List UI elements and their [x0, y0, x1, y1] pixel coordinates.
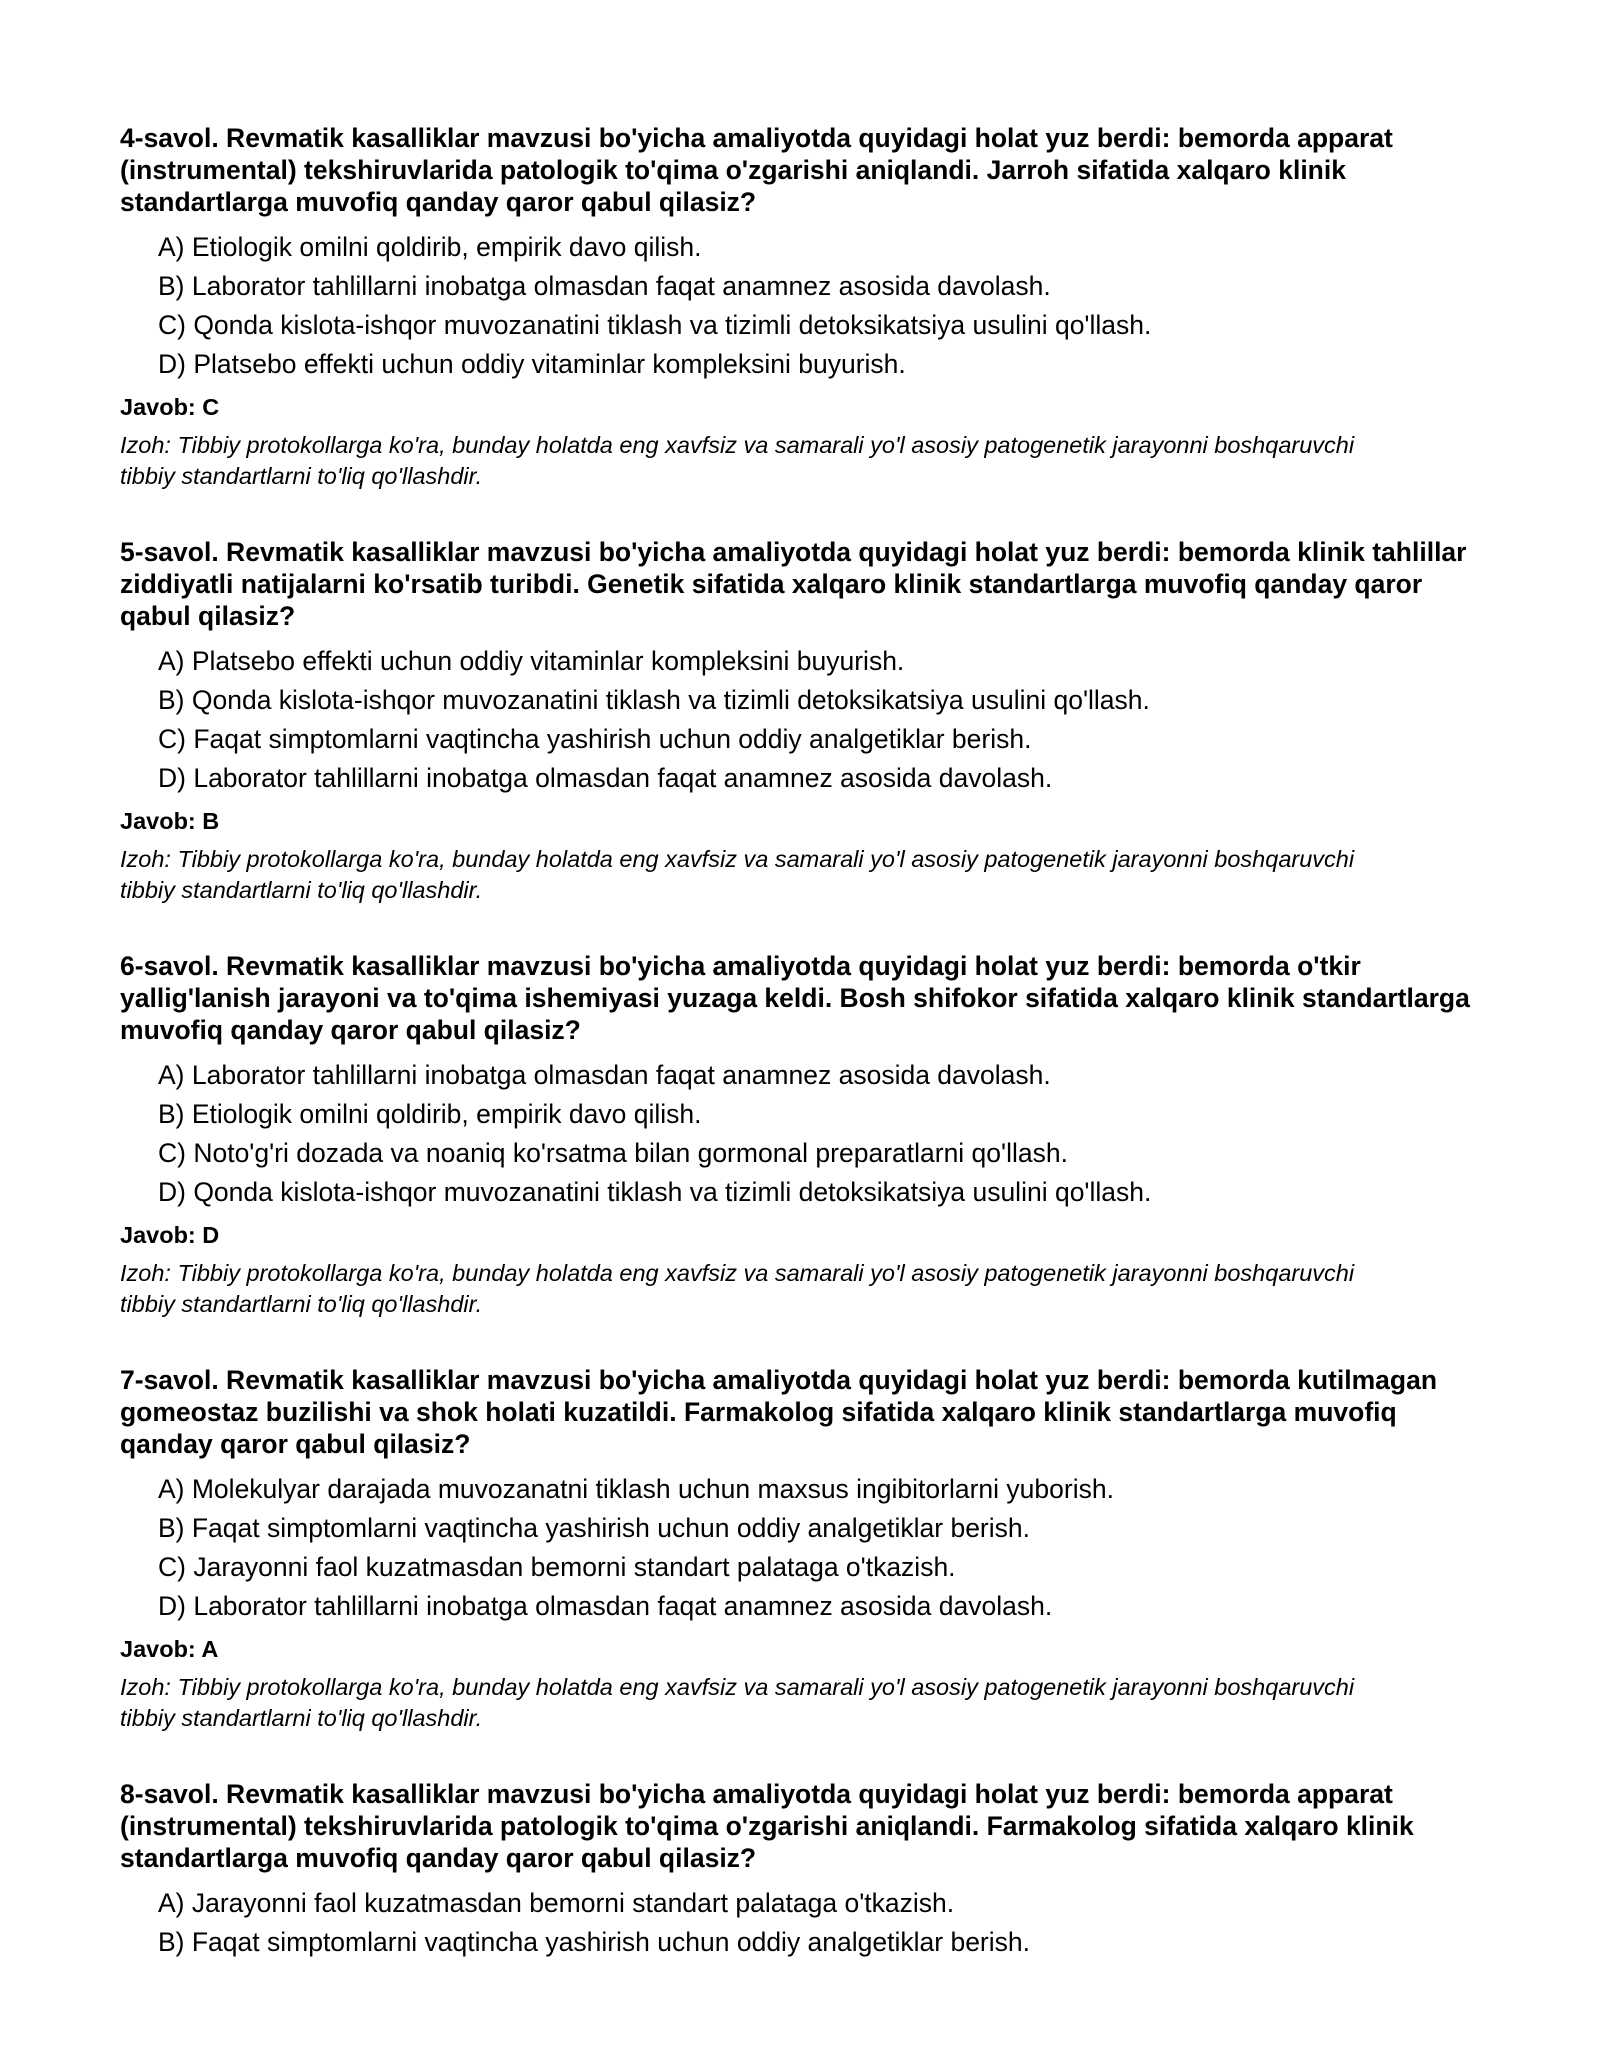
- option-d: D) Platsebo effekti uchun oddiy vitaminlar kompleksini buyurish.: [158, 349, 906, 379]
- option-list: [120, 1470, 1490, 1626]
- question-title: 7-savol. Revmatik kasalliklar mavzusi bo'yicha amaliyotda quyidagi holat yuz berdi: bemorda kutilmagan gomeostaz buzilishi va shok holati kuzatildi. Farmakolog sifatida xalqaro klinik standartlarga muvofiq qanday qaror qabul qilasiz?: [120, 1365, 1438, 1459]
- option-c: C) Faqat simptomlarni vaqtincha yashirish uchun oddiy analgetiklar berish.: [158, 724, 1032, 754]
- option-a: A) Platsebo effekti uchun oddiy vitaminlar kompleksini buyurish.: [158, 646, 905, 676]
- option-c: C) Noto'g'ri dozada va noaniq ko'rsatma bilan gormonal preparatlarni qo'llash.: [158, 1138, 1068, 1168]
- answer-label: Javob: C: [120, 394, 220, 420]
- option-d: D) Qonda kislota-ishqor muvozanatini tiklash va tizimli detoksikatsiya usulini qo'llash.: [158, 1177, 1152, 1207]
- option-list: [120, 1884, 1490, 1962]
- explanation-note: Izoh: Tibbiy protokollarga ko'ra, bunday holatda eng xavfsiz va samarali yo'l asosiy patogenetik jarayonni boshqaruvchi tibbiy standartlarni to'liq qo'llashdir.: [120, 432, 1355, 489]
- option-c: C) Qonda kislota-ishqor muvozanatini tiklash va tizimli detoksikatsiya usulini qo'llash.: [158, 310, 1152, 340]
- document-page: [120, 122, 1490, 2006]
- answer-label: Javob: D: [120, 1222, 220, 1248]
- question-title: 6-savol. Revmatik kasalliklar mavzusi bo'yicha amaliyotda quyidagi holat yuz berdi: bemorda o'tkir yallig'lanish jarayoni va to'qima ishemiyasi yuzaga keldi. Bosh shifokor sifatida xalqaro klinik standartlarga muvofiq qanday qaror qabul qilasiz?: [120, 951, 1470, 1045]
- question-block: [120, 536, 1490, 906]
- answer-label: Javob: B: [120, 808, 220, 834]
- question-block: [120, 1364, 1490, 1734]
- option-b: B) Etiologik omilni qoldirib, empirik davo qilish.: [158, 1099, 702, 1129]
- option-a: A) Jarayonni faol kuzatmasdan bemorni standart palataga o'tkazish.: [158, 1888, 955, 1918]
- option-d: D) Laborator tahlillarni inobatga olmasdan faqat anamnez asosida davolash.: [158, 1591, 1053, 1621]
- option-d: D) Laborator tahlillarni inobatga olmasdan faqat anamnez asosida davolash.: [158, 763, 1053, 793]
- question-title: 8-savol. Revmatik kasalliklar mavzusi bo'yicha amaliyotda quyidagi holat yuz berdi: bemorda apparat (instrumental) tekshiruvlarida patologik to'qima o'zgarishi aniqlandi. Farmakolog sifatida xalqaro klinik standartlarga muvofiq qanday qaror qabul qilasiz?: [120, 1779, 1414, 1873]
- question-block: [120, 1778, 1490, 1962]
- option-b: B) Faqat simptomlarni vaqtincha yashirish uchun oddiy analgetiklar berish.: [158, 1927, 1030, 1957]
- option-a: A) Laborator tahlillarni inobatga olmasdan faqat anamnez asosida davolash.: [158, 1060, 1051, 1090]
- explanation-note: Izoh: Tibbiy protokollarga ko'ra, bunday holatda eng xavfsiz va samarali yo'l asosiy patogenetik jarayonni boshqaruvchi tibbiy standartlarni to'liq qo'llashdir.: [120, 846, 1355, 903]
- option-c: C) Jarayonni faol kuzatmasdan bemorni standart palataga o'tkazish.: [158, 1552, 956, 1582]
- option-a: A) Molekulyar darajada muvozanatni tiklash uchun maxsus ingibitorlarni yuborish.: [158, 1474, 1114, 1504]
- question-block: [120, 122, 1490, 492]
- option-list: [120, 1056, 1490, 1212]
- question-block: [120, 950, 1490, 1320]
- option-list: [120, 228, 1490, 384]
- answer-label: Javob: A: [120, 1636, 219, 1662]
- option-list: [120, 642, 1490, 798]
- question-title: 5-savol. Revmatik kasalliklar mavzusi bo'yicha amaliyotda quyidagi holat yuz berdi: bemorda klinik tahlillar ziddiyatli natijalarni ko'rsatib turibdi. Genetik sifatida xalqaro klinik standartlarga muvofiq qanday qaror qabul qilasiz?: [120, 537, 1467, 631]
- option-b: B) Faqat simptomlarni vaqtincha yashirish uchun oddiy analgetiklar berish.: [158, 1513, 1030, 1543]
- option-b: B) Laborator tahlillarni inobatga olmasdan faqat anamnez asosida davolash.: [158, 271, 1051, 301]
- option-b: B) Qonda kislota-ishqor muvozanatini tiklash va tizimli detoksikatsiya usulini qo'llash.: [158, 685, 1150, 715]
- explanation-note: Izoh: Tibbiy protokollarga ko'ra, bunday holatda eng xavfsiz va samarali yo'l asosiy patogenetik jarayonni boshqaruvchi tibbiy standartlarni to'liq qo'llashdir.: [120, 1674, 1355, 1731]
- option-a: A) Etiologik omilni qoldirib, empirik davo qilish.: [158, 232, 702, 262]
- question-title: 4-savol. Revmatik kasalliklar mavzusi bo'yicha amaliyotda quyidagi holat yuz berdi: bemorda apparat (instrumental) tekshiruvlarida patologik to'qima o'zgarishi aniqlandi. Jarroh sifatida xalqaro klinik standartlarga muvofiq qanday qaror qabul qilasiz?: [120, 123, 1393, 217]
- explanation-note: Izoh: Tibbiy protokollarga ko'ra, bunday holatda eng xavfsiz va samarali yo'l asosiy patogenetik jarayonni boshqaruvchi tibbiy standartlarni to'liq qo'llashdir.: [120, 1260, 1355, 1317]
